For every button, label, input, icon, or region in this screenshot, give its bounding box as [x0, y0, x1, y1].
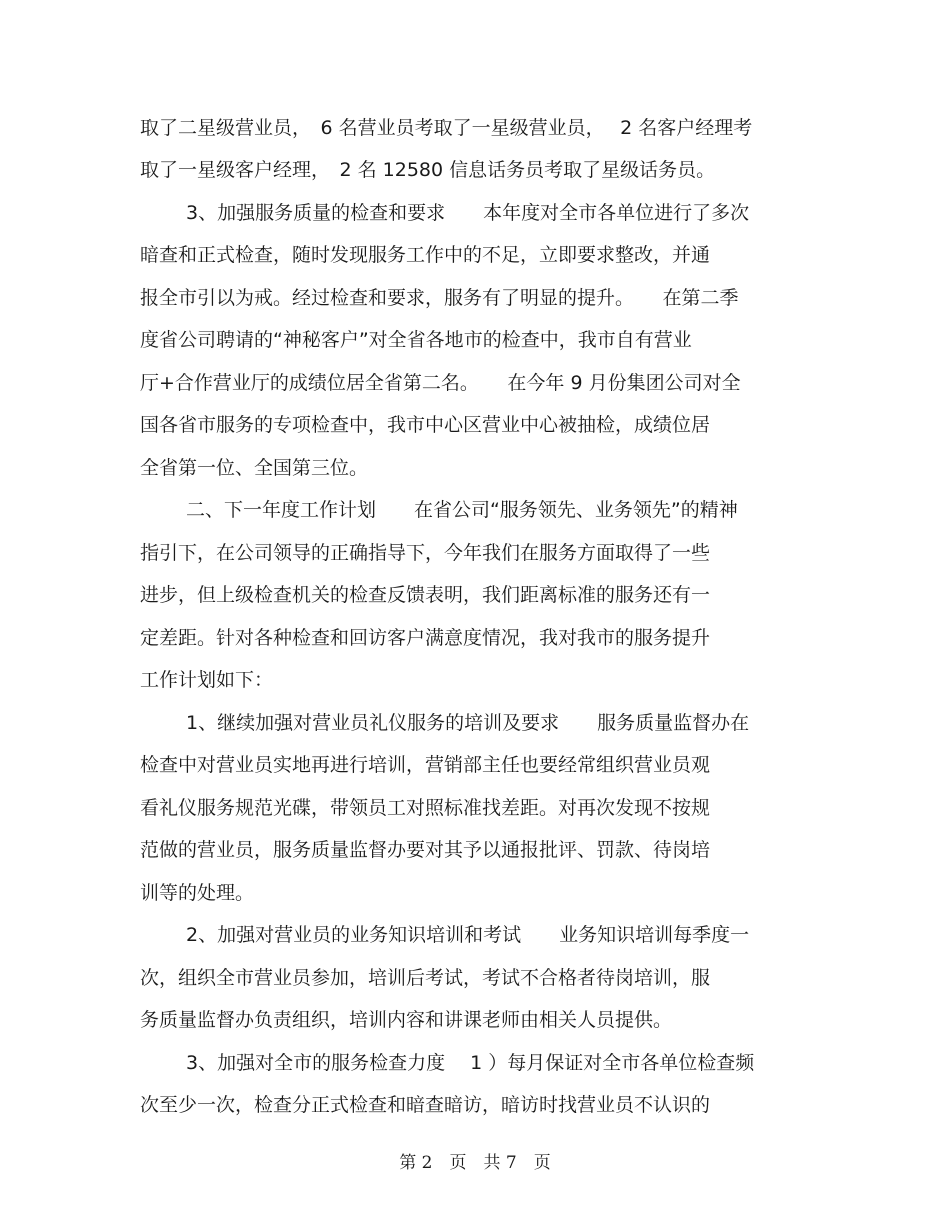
text-line-22: 务质量监督办负责组织，培训内容和讲课老师由相关人员提供。: [140, 1009, 673, 1031]
page-footer: 第 2 页 共 7 页: [399, 1153, 551, 1173]
text-line-15: 1、继续加强对营业员礼仪服务的培训及要求 服务质量监督办在: [186, 712, 750, 734]
text-line-18: 范做的营业员，服务质量监督办要对其予以通报批评、罚款、待岗培: [140, 839, 711, 861]
text-line-20: 2、加强对营业员的业务知识培训和考试 业务知识培训每季度一: [186, 924, 750, 946]
text-line-21: 次，组织全市营业员参加，培训后考试，考试不合格者待岗培训，服: [140, 967, 711, 989]
text-line-1: 取了二星级营业员， 6 名营业员考取了一星级营业员， 2 名客户经理考: [140, 117, 753, 139]
text-line-13: 定差距。针对各种检查和回访客户满意度情况，我对我市的服务提升: [140, 627, 711, 649]
text-line-6: 度省公司聘请的“神秘客户”对全省各地市的检查中，我市自有营业: [140, 329, 692, 351]
text-line-14: 工作计划如下：: [140, 669, 274, 691]
text-line-7: 厅+合作营业厅的成绩位居全省第二名。 在今年 9 月份集团公司对全: [140, 372, 741, 394]
text-line-23: 3、加强对全市的服务检查力度 1 ）每月保证对全市各单位检查频: [186, 1052, 755, 1074]
text-line-2: 取了一星级客户经理， 2 名 12580 信息话务员考取了星级话务员。: [140, 159, 716, 181]
text-line-10: 二、下一年度工作计划 在省公司“服务领先、业务领先”的精神: [186, 499, 738, 521]
text-line-3: 3、加强服务质量的检查和要求 本年度对全市各单位进行了多次: [186, 202, 750, 224]
text-line-4: 暗查和正式检查，随时发现服务工作中的不足，立即要求整改，并通: [140, 244, 711, 266]
text-line-11: 指引下，在公司领导的正确指导下，今年我们在服务方面取得了一些: [140, 542, 711, 564]
text-line-8: 国各省市服务的专项检查中，我市中心区营业中心被抽检，成绩位居: [140, 414, 711, 436]
text-line-17: 看礼仪服务规范光碟，带领员工对照标准找差距。对再次发现不按规: [140, 797, 711, 819]
text-line-12: 进步，但上级检查机关的检查反馈表明，我们距离标准的服务还有一: [140, 584, 711, 606]
text-line-5: 报全市引以为戒。经过检查和要求，服务有了明显的提升。 在第二季: [140, 287, 739, 309]
text-line-24: 次至少一次，检查分正式检查和暗查暗访，暗访时找营业员不认识的: [140, 1094, 711, 1116]
text-line-19: 训等的处理。: [140, 882, 255, 904]
text-line-16: 检查中对营业员实地再进行培训，营销部主任也要经常组织营业员观: [140, 754, 711, 776]
text-line-9: 全省第一位、全国第三位。: [140, 457, 369, 479]
